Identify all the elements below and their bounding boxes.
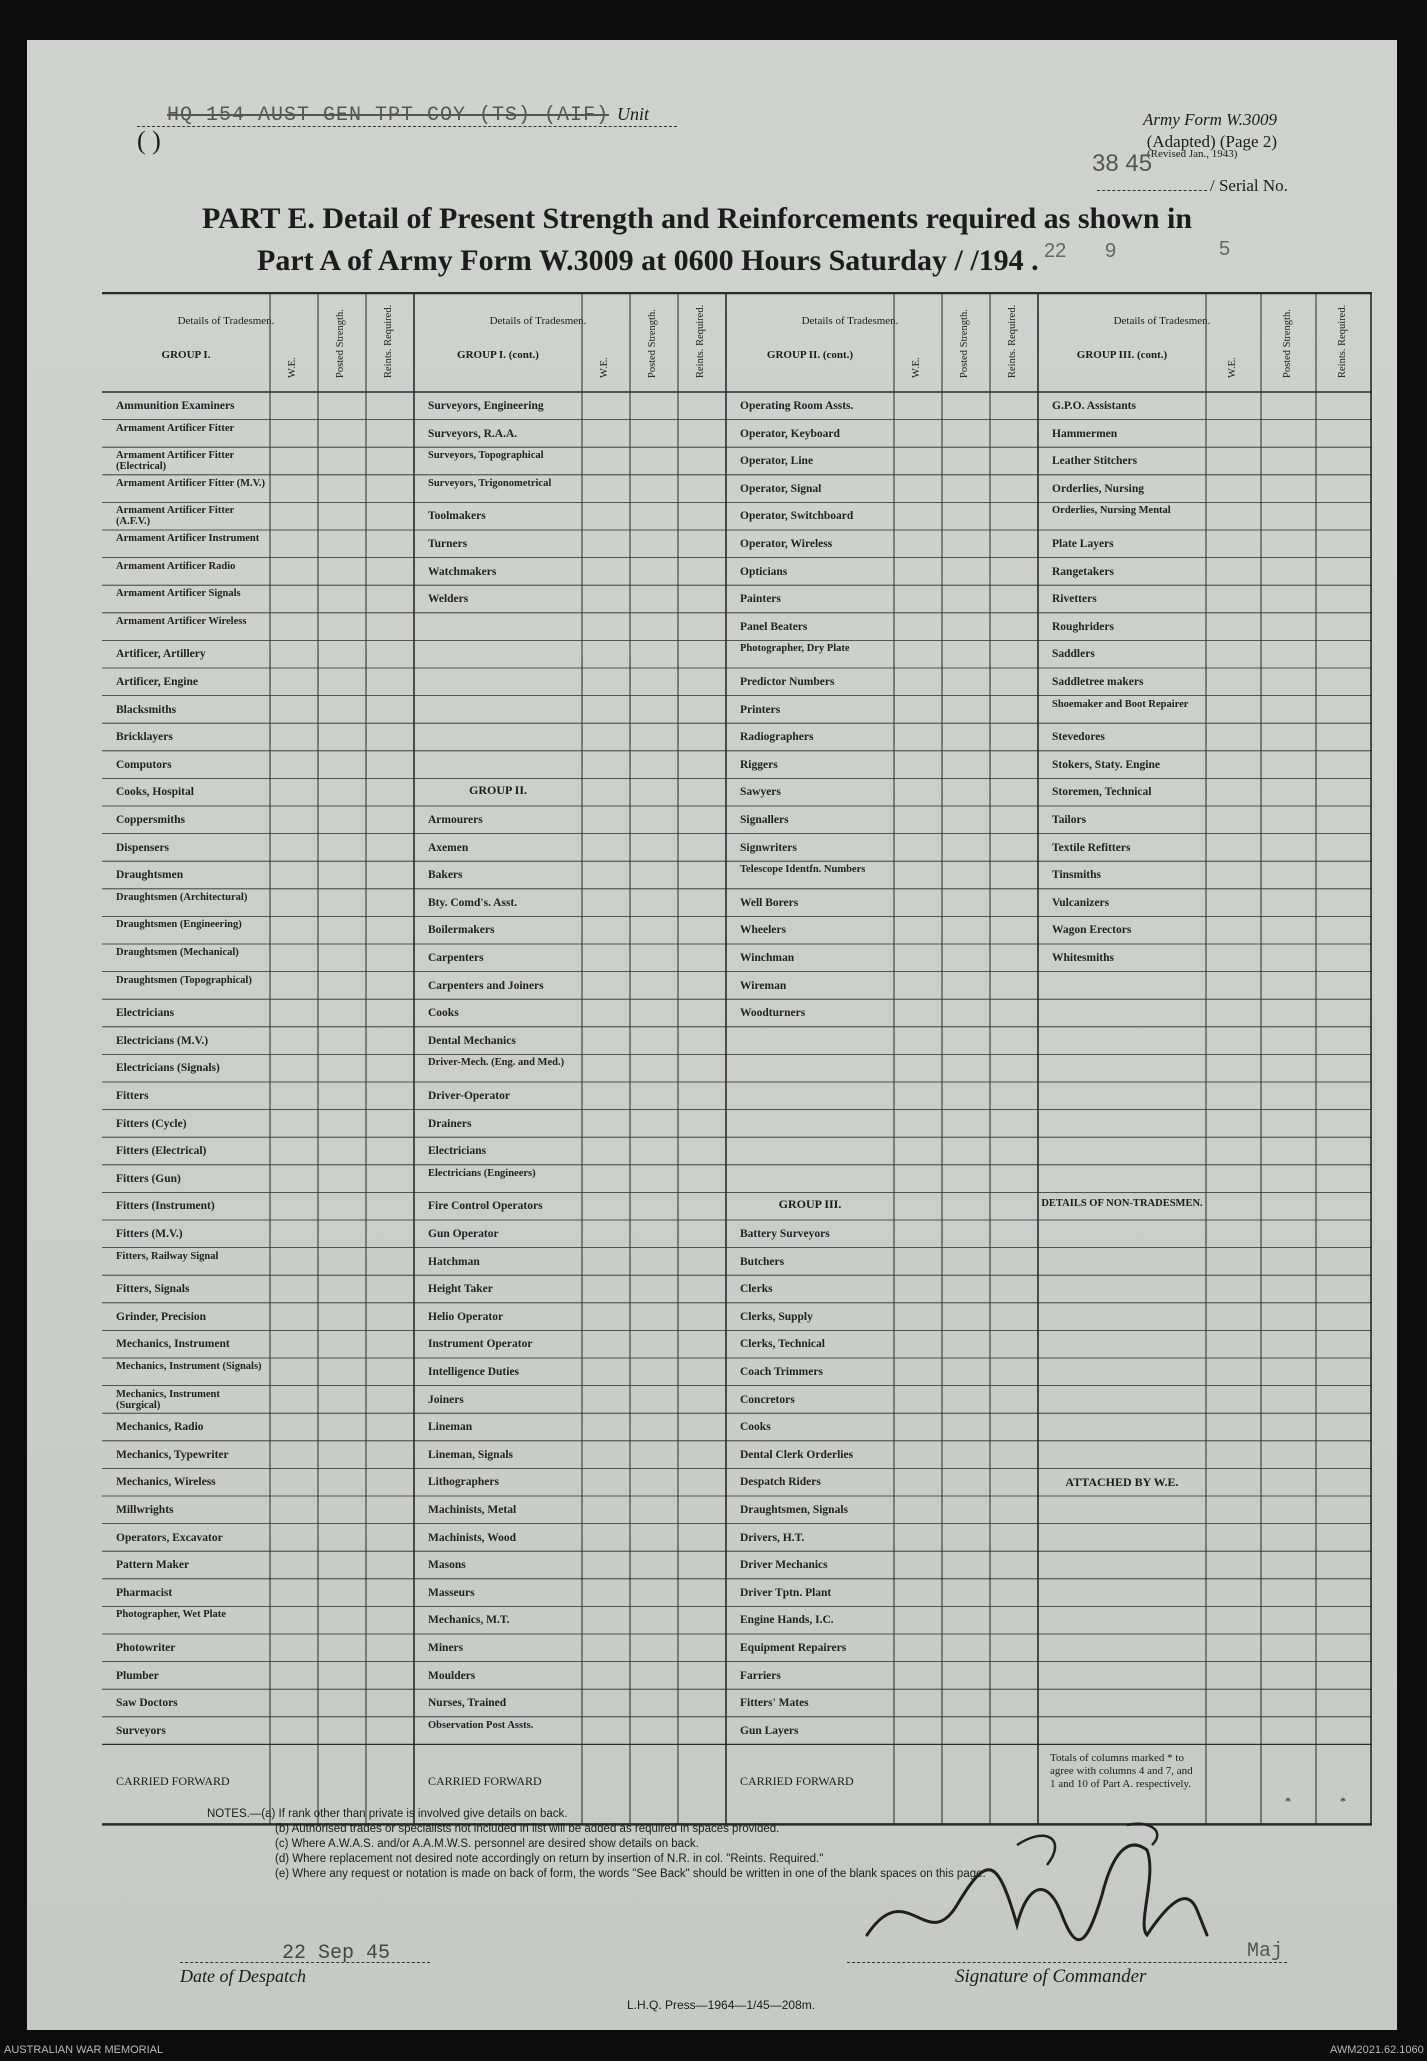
trade-label: Lithographers	[428, 1476, 499, 1489]
trade-label: Electricians (Signals)	[116, 1062, 220, 1075]
trade-label: Fitters (Electrical)	[116, 1145, 207, 1158]
trade-label: Winchman	[740, 952, 795, 964]
trade-label: Well Borers	[740, 896, 799, 909]
trade-label: Driver Tptn. Plant	[740, 1586, 832, 1599]
trade-label: Printers	[740, 703, 781, 716]
table-grid-lines	[102, 292, 1372, 1830]
subheader-4-2: Posted Strength.	[1281, 309, 1293, 378]
trade-label: Mechanics, Typewriter	[116, 1448, 229, 1461]
trade-label: Pharmacist	[116, 1586, 173, 1599]
trade-label: Draughtsmen (Mechanical)	[116, 947, 239, 958]
trade-label: Clerks, Technical	[740, 1338, 825, 1351]
trade-label: Surveyors, R.A.A.	[428, 427, 518, 440]
trade-label: Dispensers	[116, 841, 170, 854]
trade-label: Computors	[116, 758, 172, 771]
carried-forward-1: CARRIED FORWARD	[116, 1774, 230, 1789]
trade-label: Leather Stitchers	[1052, 455, 1138, 468]
despatch-date-typed: 22 Sep 45	[282, 1942, 391, 1965]
trade-label: Electricians	[428, 1145, 487, 1158]
trade-label: Machinists, Metal	[428, 1504, 517, 1516]
trade-label: Fitters	[116, 1090, 149, 1102]
trade-label: Masons	[428, 1559, 466, 1572]
trade-label: Driver Mechanics	[740, 1559, 828, 1572]
trade-label: Armourers	[428, 814, 483, 826]
group-heading: GROUP II.	[468, 783, 527, 798]
trade-label: Gun Operator	[428, 1228, 499, 1240]
subheader-4-3: Reints. Required.	[1336, 304, 1348, 378]
trade-label: Miners	[428, 1642, 464, 1654]
trade-label: Armament Artificer Fitter (M.V.)	[116, 477, 265, 489]
trade-label: Predictor Numbers	[740, 676, 835, 688]
trade-label: Tinsmiths	[1052, 869, 1102, 882]
form-number: Army Form W.3009	[1143, 110, 1277, 129]
trade-label: Machinists, Wood	[428, 1531, 516, 1544]
note-c: (c) Where A.W.A.S. and/or A.A.M.W.S. personnel are desired show details on back.	[275, 1838, 699, 1850]
column-header-4: Details of Tradesmen.	[1113, 315, 1211, 327]
despatch-date-line	[180, 1962, 430, 1963]
trade-label: Helio Operator	[428, 1310, 504, 1323]
column-group-2: GROUP I. (cont.)	[457, 349, 539, 361]
asterisk-posted: *	[1285, 1794, 1291, 1809]
trade-label: Cooks, Hospital	[116, 786, 194, 799]
trade-label: Clerks, Supply	[740, 1310, 813, 1323]
trade-label: Driver-Operator	[428, 1090, 510, 1102]
trade-label: Despatch Riders	[740, 1476, 821, 1489]
trade-label: Watchmakers	[428, 565, 497, 578]
trade-label: Vulcanizers	[1052, 896, 1110, 909]
subheader-3-3: Reints. Required.	[1007, 304, 1018, 378]
serial-line	[1097, 190, 1207, 191]
trade-label: Fitters, Signals	[116, 1283, 190, 1296]
trade-label: Textile Refitters	[1052, 841, 1131, 854]
trade-label: Signwriters	[740, 841, 797, 854]
trade-label: Operator, Switchboard	[740, 510, 854, 523]
column-group-1: GROUP I.	[161, 349, 211, 361]
trade-label: Saw Doctors	[116, 1697, 178, 1710]
credit-right: AWM2021.62.1060	[1330, 2044, 1424, 2056]
trade-label: Draughtsmen	[116, 869, 184, 882]
column-header-3: Details of Tradesmen.	[801, 315, 899, 327]
trade-label: Battery Surveyors	[740, 1228, 830, 1240]
trade-label: Observation Post Assts.	[428, 1719, 534, 1731]
trade-label: Sawyers	[740, 786, 781, 799]
trade-label: Signallers	[740, 814, 789, 826]
trade-label: Electricians	[116, 1007, 175, 1020]
trade-label: Welders	[428, 593, 469, 606]
totals-note: Totals of columns marked * to agree with columns 4 and 7, and 1 and 10 of Part A. respectively.	[1050, 1752, 1193, 1791]
trade-label: Boilermakers	[428, 924, 495, 937]
subheader-3-1: W.E.	[911, 357, 922, 378]
unit-typed: HQ 154 AUST GEN TPT COY (TS) (AIF)	[167, 104, 610, 127]
trade-label: Armament Artificer Radio	[116, 560, 236, 572]
press-imprint: L.H.Q. Press—1964—1/45—208m.	[627, 1998, 816, 2012]
subheader-1-3: Reints. Required.	[383, 304, 394, 378]
trade-label: Hatchman	[428, 1255, 480, 1268]
trade-label: Butchers	[740, 1255, 785, 1268]
trade-label: Operator, Line	[740, 455, 814, 468]
trade-label: Tailors	[1052, 814, 1087, 826]
trade-label: Dental Mechanics	[428, 1034, 516, 1047]
trade-label: Armament Artificer Fitter	[116, 422, 235, 434]
trade-label: Draughtsmen (Architectural)	[116, 891, 248, 903]
trade-label: Operators, Excavator	[116, 1531, 223, 1544]
title-line-2: Part A of Army Form W.3009 at 0600 Hours Saturday / /194 .	[257, 244, 1039, 277]
trade-label: Rangetakers	[1052, 565, 1114, 578]
trade-label: Operator, Signal	[740, 482, 822, 495]
trade-label: Photographer, Dry Plate	[740, 643, 850, 655]
trade-label: Height Taker	[428, 1283, 493, 1296]
trade-label: Toolmakers	[428, 510, 486, 523]
trade-label: Whitesmiths	[1052, 952, 1114, 964]
asterisk-reints: *	[1340, 1794, 1346, 1809]
trade-label: Engine Hands, I.C.	[740, 1614, 834, 1627]
trade-label: Woodturners	[740, 1007, 806, 1020]
trade-label: Plumber	[116, 1669, 159, 1682]
trade-label: Wheelers	[740, 924, 786, 937]
trade-label: Carpenters and Joiners	[428, 979, 544, 992]
rank-typed: Maj	[1247, 1940, 1284, 1963]
unit-label: Unit	[617, 104, 650, 124]
subheader-1-2: Posted Strength.	[335, 309, 346, 378]
subheader-2-2: Posted Strength.	[647, 309, 658, 378]
trade-label: Shoemaker and Boot Repairer	[1052, 698, 1189, 710]
trade-label: Surveyors, Engineering	[428, 400, 544, 412]
trade-label: Cooks	[428, 1007, 459, 1020]
serial-label: / Serial No.	[1210, 176, 1288, 195]
trade-label: Equipment Repairers	[740, 1642, 847, 1654]
trade-label: Lineman, Signals	[428, 1448, 513, 1461]
despatch-date-label: Date of Despatch	[180, 1966, 306, 1986]
trade-label: Painters	[740, 593, 781, 606]
credit-left: AUSTRALIAN WAR MEMORIAL	[4, 2044, 164, 2056]
note-a: NOTES.—(a) If rank other than private is involved give details on back.	[207, 1808, 568, 1820]
trade-label: Intelligence Duties	[428, 1366, 520, 1378]
trade-label: Blacksmiths	[116, 703, 177, 716]
trade-label: Instrument Operator	[428, 1338, 533, 1351]
trade-label: Surveyors, Topographical	[428, 450, 544, 462]
trade-label: Mechanics, Radio	[116, 1421, 204, 1434]
trade-label: Radiographers	[740, 731, 814, 744]
trade-label: Bty. Comd's. Asst.	[428, 896, 518, 909]
trade-label: Bricklayers	[116, 731, 173, 744]
trade-label: Operator, Keyboard	[740, 427, 840, 440]
group-heading: DETAILS OF NON-TRADESMEN.	[1041, 1198, 1203, 1210]
carried-forward-2: CARRIED FORWARD	[428, 1774, 542, 1789]
trade-label: Surveyors	[116, 1724, 166, 1737]
trade-label: Fitters, Railway Signal	[116, 1250, 219, 1262]
title-line-1: PART E. Detail of Present Strength and Reinforcements required as shown in	[202, 202, 1193, 235]
trade-label: Hammermen	[1052, 427, 1118, 440]
trade-label: Draughtsmen (Topographical)	[116, 974, 252, 986]
trade-label: Draughtsmen, Signals	[740, 1504, 848, 1516]
trade-label: Plate Layers	[1052, 538, 1114, 550]
group-heading: ATTACHED BY W.E.	[1065, 1475, 1179, 1490]
trade-label: Telescope Identfn. Numbers	[740, 864, 866, 876]
trade-label: Drivers, H.T.	[740, 1531, 805, 1544]
signature-label: Signature of Commander	[955, 1966, 1147, 1987]
trade-label: Saddletree makers	[1052, 676, 1144, 688]
date-year-digit: 5	[1219, 238, 1231, 260]
trade-label: Nurses, Trained	[428, 1697, 507, 1710]
bracket-mark: ( )	[137, 126, 161, 155]
date-day: 22	[1044, 240, 1067, 262]
trade-label: Fitters (M.V.)	[116, 1228, 183, 1240]
column-header-1: Details of Tradesmen.	[177, 315, 275, 327]
trade-label: Electricians (Engineers)	[428, 1167, 536, 1179]
unit-line	[137, 100, 677, 127]
carried-forward-3: CARRIED FORWARD	[740, 1774, 854, 1789]
trade-label: Artificer, Artillery	[116, 648, 206, 661]
trade-label: Mechanics, Instrument (Surgical)	[116, 1388, 220, 1411]
trade-label: Mechanics, Wireless	[116, 1476, 216, 1489]
trade-label: Riggers	[740, 758, 778, 771]
trade-label: Axemen	[428, 841, 469, 854]
trade-label: Orderlies, Nursing	[1052, 482, 1144, 495]
trade-label: Panel Beaters	[740, 620, 808, 633]
subheader-2-3: Reints. Required.	[695, 304, 706, 378]
note-d: (d) Where replacement not desired note accordingly on return by insertion of N.R. in col. "Reints. Required."	[275, 1853, 824, 1865]
trade-label: Mechanics, Instrument	[116, 1338, 230, 1351]
trade-label: Draughtsmen (Engineering)	[116, 919, 242, 931]
form-revised: (Revised Jan., 1943)	[1147, 148, 1238, 160]
trade-label: Drainers	[428, 1117, 472, 1130]
trade-label: Armament Artificer Wireless	[116, 615, 247, 627]
trade-label: Armament Artificer Fitter (Electrical)	[116, 450, 234, 473]
note-e: (e) Where any request or notation is made on back of form, the words "See Back" should be written in one of the blank spaces on this page.	[275, 1868, 986, 1880]
trade-label: G.P.O. Assistants	[1052, 400, 1136, 412]
subheader-1-1: W.E.	[287, 357, 298, 378]
trade-label: Masseurs	[428, 1586, 475, 1599]
note-b: (b) Authorised trades or specialists not included in list will be added as required in spaces provided.	[275, 1823, 780, 1835]
form-sheet	[27, 40, 1397, 2030]
trade-label: Clerks	[740, 1283, 773, 1296]
trade-label: Artificer, Engine	[116, 676, 198, 688]
group-heading: GROUP III.	[778, 1197, 842, 1212]
trade-label: Stevedores	[1052, 731, 1105, 744]
subheader-4-1: W.E.	[1226, 357, 1238, 378]
trade-label: Fitters (Gun)	[116, 1172, 181, 1185]
trade-label: Ammunition Examiners	[116, 400, 235, 412]
trade-label: Roughriders	[1052, 620, 1114, 633]
trade-label: Moulders	[428, 1669, 476, 1682]
trade-label: Fitters (Cycle)	[116, 1117, 187, 1130]
subheader-3-2: Posted Strength.	[959, 309, 970, 378]
trade-label: Bakers	[428, 869, 463, 882]
column-group-3: GROUP II. (cont.)	[766, 349, 854, 361]
column-header-2: Details of Tradesmen.	[489, 315, 587, 327]
trade-label: Coach Trimmers	[740, 1366, 823, 1378]
trade-label: Rivetters	[1052, 593, 1097, 606]
trade-label: Dental Clerk Orderlies	[740, 1448, 854, 1461]
trade-label: Electricians (M.V.)	[116, 1034, 209, 1047]
form-adapted: (Adapted) (Page 2)	[1146, 132, 1277, 151]
strength-table	[102, 292, 1372, 1830]
trade-label: Lineman	[428, 1421, 473, 1434]
trade-label: Gun Layers	[740, 1724, 799, 1737]
trade-label: Fitters' Mates	[740, 1697, 809, 1710]
trade-label: Fitters (Instrument)	[116, 1200, 215, 1213]
trade-label: Armament Artificer Signals	[116, 588, 241, 600]
trade-label: Pattern Maker	[116, 1559, 190, 1572]
trade-label: Turners	[428, 538, 468, 550]
serial-handwritten: 38 45	[1092, 150, 1153, 177]
trade-label: Orderlies, Nursing Mental	[1052, 505, 1171, 517]
trade-label: Photowriter	[116, 1642, 176, 1654]
trade-label: Opticians	[740, 565, 788, 578]
trade-label: Cooks	[740, 1421, 771, 1434]
trade-label: Millwrights	[116, 1504, 174, 1516]
trade-label: Armament Artificer Instrument	[116, 533, 260, 544]
trade-label: Stokers, Staty. Engine	[1052, 758, 1160, 771]
commander-signature	[847, 1815, 1267, 1965]
trade-label: Fire Control Operators	[428, 1200, 543, 1213]
trade-label: Wireman	[740, 979, 787, 992]
column-group-4: GROUP III. (cont.)	[1076, 349, 1168, 361]
trade-label: Storemen, Technical	[1052, 786, 1152, 799]
trade-label: Joiners	[428, 1393, 464, 1406]
trade-label: Carpenters	[428, 952, 484, 964]
subheader-2-1: W.E.	[599, 357, 610, 378]
trade-label: Farriers	[740, 1669, 781, 1682]
trade-label: Mechanics, M.T.	[428, 1614, 510, 1627]
trade-label: Operator, Wireless	[740, 538, 833, 550]
trade-label: Surveyors, Trigonometrical	[428, 477, 552, 489]
trade-label: Saddlers	[1052, 648, 1095, 661]
trade-label: Armament Artificer Fitter (A.F.V.)	[116, 505, 234, 528]
trade-label: Driver-Mech. (Eng. and Med.)	[428, 1057, 565, 1069]
trade-label: Wagon Erectors	[1052, 924, 1132, 937]
trade-label: Coppersmiths	[116, 814, 186, 826]
trade-label: Mechanics, Instrument (Signals)	[116, 1361, 262, 1372]
trade-label: Photographer, Wet Plate	[116, 1609, 226, 1621]
date-month: 9	[1105, 240, 1117, 262]
signature-line	[847, 1962, 1287, 1963]
trade-label: Operating Room Assts.	[740, 400, 854, 412]
trade-label: Grinder, Precision	[116, 1310, 207, 1323]
trade-label: Concretors	[740, 1393, 795, 1406]
